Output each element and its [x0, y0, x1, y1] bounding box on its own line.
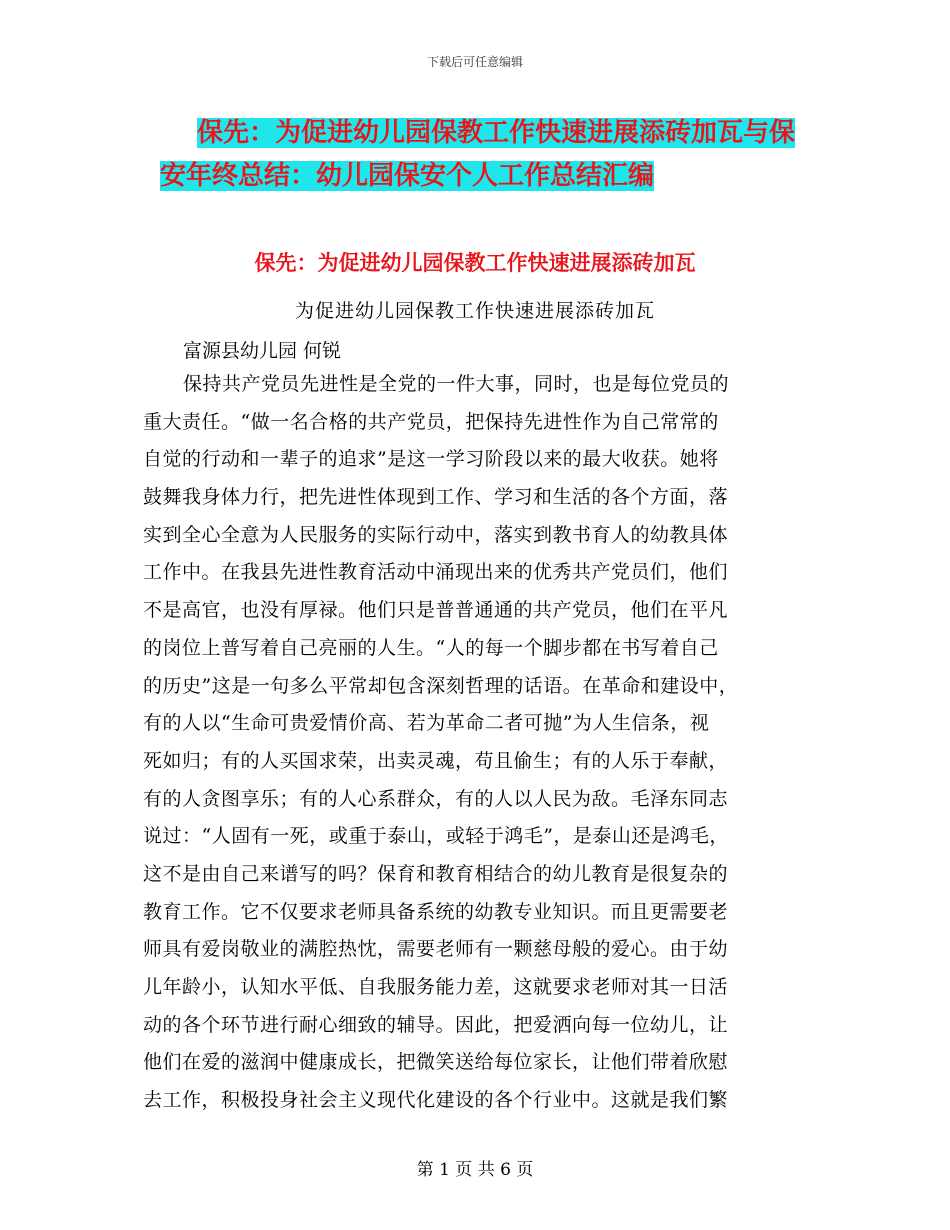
article-author: 富源县幼儿园 何锐: [183, 340, 342, 362]
body-line: 儿年龄小，认知水平低、自我服务能力差，这就要求老师对其一日活: [143, 976, 729, 998]
section-heading: 保先：为促进幼儿园保教工作快速进展添砖加瓦: [254, 251, 696, 275]
body-line: 鼓舞我身体力行，把先进性体现到工作、学习和生活的各个方面，落: [143, 486, 729, 509]
body-line: 的历史”这是一句多么平常却包含深刻哲理的话语。在革命和建设中，: [143, 674, 739, 697]
body-line: 的岗位上普写着自己亮丽的人生。“人的每一个脚步都在书写着自己: [143, 636, 719, 659]
body-line: 自觉的行动和一辈子的追求”是这一学习阶段以来的最大收获。她将: [143, 448, 719, 471]
page-header-note: 下载后可任意编辑: [426, 55, 523, 69]
body-line: 工作中。在我县先进性教育活动中涌现出来的优秀共产党员们，他们: [143, 561, 729, 584]
body-line: 有的人贪图享乐；有的人心系群众，有的人以人民为敌。毛泽东同志: [143, 787, 729, 810]
body-line: 实到全心全意为人民服务的实际行动中，落实到教书育人的幼教具体: [143, 523, 729, 546]
body-line: 动的各个环节进行耐心细致的辅导。因此，把爱洒向每一位幼儿，让: [143, 1013, 729, 1036]
document-title: [160, 112, 810, 198]
body-line: 教育工作。它不仅要求老师具备系统的幼教专业知识。而且更需要老: [143, 900, 729, 923]
article-body: [143, 366, 807, 1120]
body-line: 死如归；有的人买国求荣，出卖灵魂，苟且偷生；有的人乐于奉献，: [143, 749, 729, 772]
body-line: 不是高官，也没有厚禄。他们只是普普通通的共产党员，他们在平凡: [143, 599, 729, 622]
body-line: 师具有爱岗敬业的满腔热忱，需要老师有一颗慈母般的爱心。由于幼: [143, 938, 729, 961]
article-subheading: 为促进幼儿园保教工作快速进展添砖加瓦: [294, 300, 655, 322]
page-number-footer: 第 1 页 共 6 页: [416, 1160, 534, 1180]
document-title-line-2-text: 安年终总结：幼儿园保安个人工作总结汇编: [160, 161, 655, 191]
body-line: 保持共产党员先进性是全党的一件大事，同时，也是每位党员的: [183, 373, 730, 395]
document-title-line-1: [160, 112, 810, 155]
document-title-line-1-text: 保先：为促进幼儿园保教工作快速进展添砖加瓦与保: [197, 118, 796, 148]
body-line: 他们在爱的滋润中健康成长，把微笑送给每位家长，让他们带着欣慰: [143, 1051, 729, 1074]
document-title-line-2: [160, 155, 810, 198]
body-line: 说过：“人固有一死，或重于泰山，或轻于鸿毛”，是泰山还是鸿毛，: [143, 825, 729, 848]
body-line: 去工作，积极投身社会主义现代化建设的各个行业中。这就是我们繁: [143, 1089, 729, 1112]
body-line: 这不是由自己来谱写的吗？保育和教育相结合的幼儿教育是很复杂的: [143, 862, 729, 885]
body-line: 有的人以“生命可贵爱情价高、若为革命二者可抛”为人生信条，视: [143, 712, 710, 735]
body-line: 重大责任。“做一名合格的共产党员，把保持先进性作为自己常常的: [143, 410, 719, 433]
